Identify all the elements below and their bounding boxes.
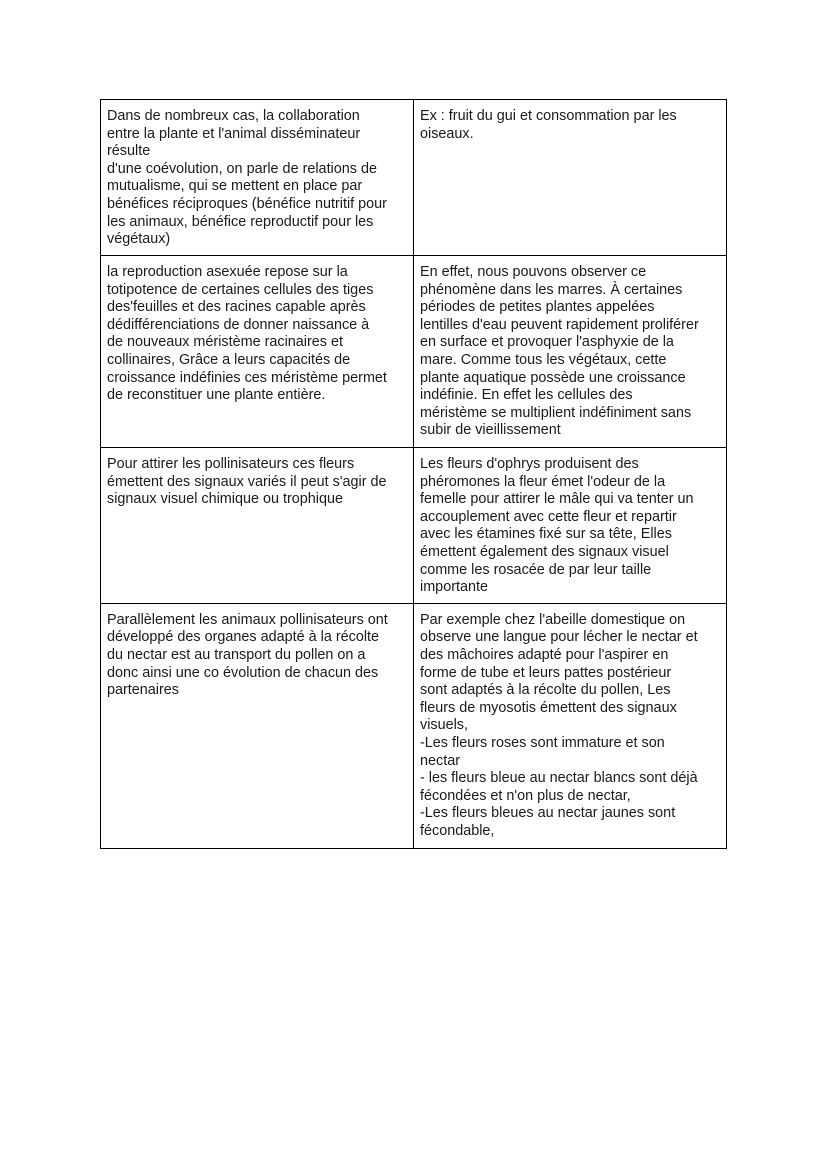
text-line: dédifférenciations de donner naissance à xyxy=(107,316,370,333)
text-line: du nectar est au transport du pollen on a xyxy=(107,646,366,663)
text-line: des mâchoires adapté pour l'aspirer en xyxy=(420,646,669,663)
text-line: végétaux) xyxy=(107,231,171,248)
text-line: la reproduction asexuée repose sur la xyxy=(107,264,348,280)
table-cell-right xyxy=(414,100,727,256)
text-line: subir de vieillissement xyxy=(420,422,561,439)
text-line: Dans de nombreux cas, la collaboration xyxy=(107,108,360,124)
text-line: observe une langue pour lécher le nectar et xyxy=(420,629,698,646)
text-line: bénéfices réciproques (bénéfice nutritif pour xyxy=(107,195,387,212)
text-line: des'feuilles et des racines capable après xyxy=(107,299,366,316)
text-line: mare. Comme tous les végétaux, cette xyxy=(420,351,667,368)
notes-table xyxy=(100,99,727,849)
text-line: d'une coévolution, on parle de relations de xyxy=(107,160,377,177)
text-line: -Les fleurs roses sont immature et son xyxy=(420,734,665,751)
table-cell-right xyxy=(414,256,727,448)
text-line: oiseaux. xyxy=(420,125,474,142)
table-row xyxy=(101,448,727,604)
text-line: En effet, nous pouvons observer ce xyxy=(420,264,647,280)
text-line: avec les étamines fixé sur sa tête, Elles xyxy=(420,526,672,543)
table-cell-left xyxy=(101,603,414,848)
text-line: entre la plante et l'animal disséminateur xyxy=(107,125,361,142)
text-line: partenaires xyxy=(107,682,179,699)
text-line: nectar xyxy=(420,752,460,769)
text-line: plante aquatique possède une croissance xyxy=(420,369,686,386)
text-line: résulte xyxy=(107,143,151,160)
text-line: les animaux, bénéfice reproductif pour les xyxy=(107,213,374,230)
text-line: croissance indéfinies ces méristème permet xyxy=(107,369,387,386)
text-line: importante xyxy=(420,579,488,596)
text-line: de nouveaux méristème racinaires et xyxy=(107,334,343,351)
text-line: Ex : fruit du gui et consommation par les xyxy=(420,108,677,124)
text-line: donc ainsi une co évolution de chacun des xyxy=(107,664,379,681)
text-line: comme les rosacée de par leur taille xyxy=(420,561,652,578)
table-cell-left xyxy=(101,256,414,448)
text-line: en surface et provoquer l'asphyxie de la xyxy=(420,334,674,351)
text-line: signaux visuel chimique ou trophique xyxy=(107,491,343,508)
text-line: périodes de petites plantes appelées xyxy=(420,299,655,316)
text-line: sont adaptés à la récolte du pollen, Les xyxy=(420,682,671,699)
table-row xyxy=(101,603,727,848)
text-line: fécondable, xyxy=(420,822,495,839)
text-line: Par exemple chez l'abeille domestique on xyxy=(420,611,686,628)
table-cell-right xyxy=(414,603,727,848)
text-line: phénomène dans les marres. À certaines xyxy=(420,281,683,298)
text-line: lentilles d'eau peuvent rapidement proliférer xyxy=(420,316,699,333)
table-cell-right xyxy=(414,448,727,604)
text-line: totipotence de certaines cellules des tiges xyxy=(107,281,374,298)
table-cell-left xyxy=(101,100,414,256)
table-cell-left xyxy=(101,448,414,604)
text-line: fécondées et n'on plus de nectar, xyxy=(420,787,631,804)
text-line: méristème se multiplient indéfiniment sans xyxy=(420,404,692,421)
text-line: fleurs de myosotis émettent des signaux xyxy=(420,699,677,716)
text-line: visuels, xyxy=(420,717,468,734)
text-line: Les fleurs d'ophrys produisent des xyxy=(420,456,639,472)
text-line: - les fleurs bleue au nectar blancs sont déjà xyxy=(420,770,698,787)
text-line: forme de tube et leurs pattes postérieur xyxy=(420,664,672,681)
text-line: phéromones la fleur émet l'odeur de la xyxy=(420,473,666,490)
text-line: femelle pour attirer le mâle qui va tenter un xyxy=(420,491,694,508)
table-row xyxy=(101,100,727,256)
text-line: accouplement avec cette fleur et repartir xyxy=(420,508,677,525)
text-line: indéfinie. En effet les cellules des xyxy=(420,387,633,404)
text-line: de reconstituer une plante entière. xyxy=(107,387,326,404)
text-line: émettent des signaux variés il peut s'agir de xyxy=(107,473,387,490)
text-line: Parallèlement les animaux pollinisateurs ont xyxy=(107,611,388,628)
text-line: émettent également des signaux visuel xyxy=(420,543,669,560)
text-line: Pour attirer les pollinisateurs ces fleurs xyxy=(107,456,355,472)
text-line: développé des organes adapté à la récolte xyxy=(107,629,380,646)
text-line: -Les fleurs bleues au nectar jaunes sont xyxy=(420,805,676,822)
text-line: mutualisme, qui se mettent en place par xyxy=(107,178,363,195)
text-line: collinaires, Grâce a leurs capacités de xyxy=(107,351,351,368)
table-row xyxy=(101,256,727,448)
